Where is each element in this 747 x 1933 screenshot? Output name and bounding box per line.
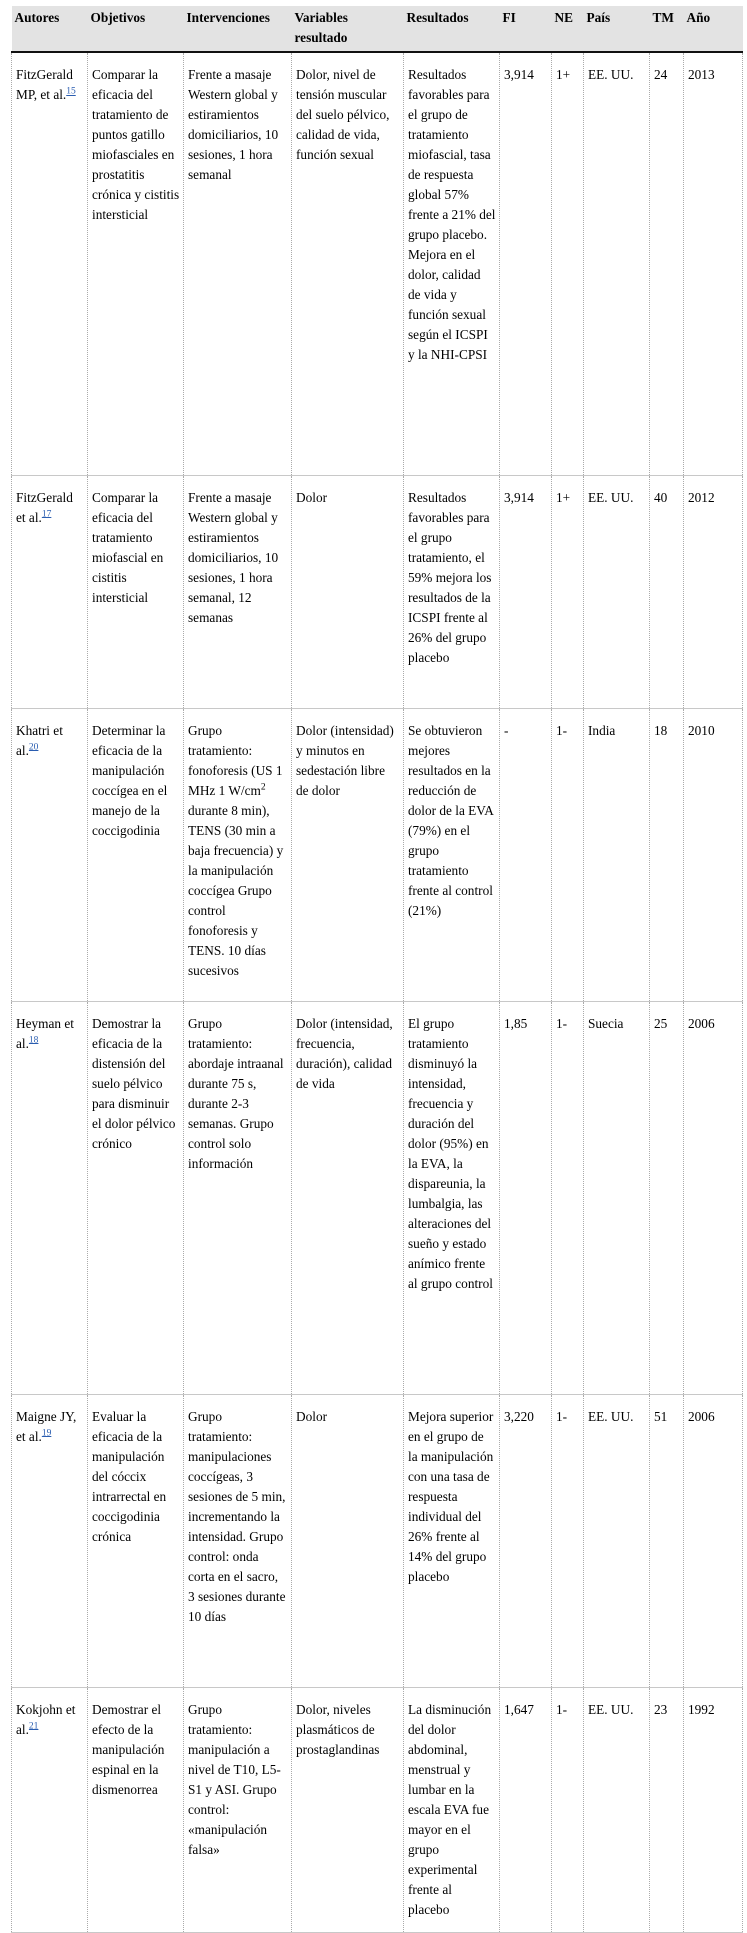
cell-anio: 2006 xyxy=(684,1001,743,1394)
table-row xyxy=(12,1394,743,1687)
reference-link[interactable]: 17 xyxy=(41,509,52,520)
header-row xyxy=(12,6,743,52)
cell-intervenciones: Frente a masaje Western global y estiramientos domiciliarios, 10 sesiones, 1 hora semanal xyxy=(184,52,292,475)
cell-ne: 1+ xyxy=(552,475,584,708)
cell-intervenciones: Frente a masaje Western global y estiramientos domiciliarios, 10 sesiones, 1 hora semanal, 12 semanas xyxy=(184,475,292,708)
cell-variables: Dolor xyxy=(292,1394,404,1687)
cell-anio: 1992 xyxy=(684,1687,743,1932)
cell-variables: Dolor, nivel de tensión muscular del suelo pélvico, calidad de vida, función sexual xyxy=(292,52,404,475)
reference-link[interactable]: 20 xyxy=(28,742,39,753)
cell-resultados: Se obtuvieron mejores resultados en la reducción de dolor de la EVA (79%) en el grupo tratamiento frente al control (21%) xyxy=(404,708,500,1001)
reference-link[interactable]: 18 xyxy=(28,1035,39,1046)
cell-ne: 1- xyxy=(552,1001,584,1394)
cell-resultados: Mejora superior en el grupo de la manipulación con una tasa de respuesta individual del 26% frente al 14% del grupo placebo xyxy=(404,1394,500,1687)
cell-objetivos: Determinar la eficacia de la manipulación coccígea en el manejo de la coccigodinia xyxy=(88,708,184,1001)
cell-intervenciones: Grupo tratamiento: manipulación a nivel de T10, L5-S1 y ASI. Grupo control: «manipulación falsa» xyxy=(184,1687,292,1932)
cell-intervenciones: Grupo tratamiento: manipulaciones coccígeas, 3 sesiones de 5 min, incrementando la intensidad. Grupo control: onda corta en el sacro, 3 sesiones durante 10 días xyxy=(184,1394,292,1687)
cell-resultados: La disminución del dolor abdominal, menstrual y lumbar en la escala EVA fue mayor en el grupo experimental frente al placebo xyxy=(404,1687,500,1932)
header-fi: FI xyxy=(500,6,552,52)
table-row xyxy=(12,1687,743,1932)
cell-autores: Heyman et al.$^{18}$ xyxy=(12,1001,88,1394)
cell-tm: 23 xyxy=(650,1687,684,1932)
cell-variables: Dolor, niveles plasmáticos de prostaglandinas xyxy=(292,1687,404,1932)
cell-resultados: Resultados favorables para el grupo tratamiento, el 59% mejora los resultados de la ICSPI frente al 26% del grupo placebo xyxy=(404,475,500,708)
cell-anio: 2013 xyxy=(684,52,743,475)
cell-anio: 2012 xyxy=(684,475,743,708)
reference-link[interactable]: 19 xyxy=(41,1428,52,1439)
cell-fi: 1,85 xyxy=(500,1001,552,1394)
header-intervenciones: Intervenciones xyxy=(184,6,292,52)
cell-tm: 18 xyxy=(650,708,684,1001)
header-variables: Variables resultado xyxy=(292,6,404,52)
cell-autores: FitzGerald et al.$^{17}$ xyxy=(12,475,88,708)
cell-fi: 3,914 xyxy=(500,475,552,708)
cell-intervenciones: Grupo tratamiento: fonoforesis (US 1 MHz 1 $W/cm^2$ durante 8 min), TENS (30 min a baja frecuencia) y la manipulación coccígea Grupo control fonoforesis y TENS. 10 días sucesivos xyxy=(184,708,292,1001)
header-ne: NE xyxy=(552,6,584,52)
cell-pais: EE. UU. xyxy=(584,1394,650,1687)
cell-ne: 1- xyxy=(552,1687,584,1932)
cell-anio: 2010 xyxy=(684,708,743,1001)
cell-objetivos: Comparar la eficacia del tratamiento miofascial en cistitis intersticial xyxy=(88,475,184,708)
reference-link[interactable]: 21 xyxy=(28,1721,39,1732)
cell-ne: 1+ xyxy=(552,52,584,475)
cell-tm: 24 xyxy=(650,52,684,475)
cell-pais: India xyxy=(584,708,650,1001)
table-row xyxy=(12,475,743,708)
cell-autores: Khatri et al.$^{20}$ xyxy=(12,708,88,1001)
cell-fi: - xyxy=(500,708,552,1001)
header-tm: TM xyxy=(650,6,684,52)
cell-objetivos: Evaluar la eficacia de la manipulación del cóccix intrarrectal en coccigodinia crónica xyxy=(88,1394,184,1687)
cell-pais: Suecia xyxy=(584,1001,650,1394)
header-resultados: Resultados xyxy=(404,6,500,52)
cell-tm: 25 xyxy=(650,1001,684,1394)
header-autores: Autores xyxy=(12,6,88,52)
cell-resultados: Resultados favorables para el grupo de tratamiento miofascial, tasa de respuesta global 57% frente a 21% del grupo placebo. Mejora en el dolor, calidad de vida y función sexual según el ICSPI y la NHI-CPSI xyxy=(404,52,500,475)
cell-fi: 3,220 xyxy=(500,1394,552,1687)
cell-pais: EE. UU. xyxy=(584,52,650,475)
cell-objetivos: Comparar la eficacia del tratamiento de puntos gatillo miofasciales en prostatitis crónica y cistitis intersticial xyxy=(88,52,184,475)
table-row xyxy=(12,708,743,1001)
cell-ne: 1- xyxy=(552,1394,584,1687)
cell-variables: Dolor xyxy=(292,475,404,708)
header-pais: País xyxy=(584,6,650,52)
cell-variables: Dolor (intensidad) y minutos en sedestación libre de dolor xyxy=(292,708,404,1001)
cell-objetivos: Demostrar el efecto de la manipulación espinal en la dismenorrea xyxy=(88,1687,184,1932)
cell-autores: FitzGerald MP, et al.$^{15}$ xyxy=(12,52,88,475)
table-row xyxy=(12,52,743,475)
cell-anio: 2006 xyxy=(684,1394,743,1687)
cell-fi: 3,914 xyxy=(500,52,552,475)
cell-autores: Kokjohn et al.$^{21}$ xyxy=(12,1687,88,1932)
cell-pais: EE. UU. xyxy=(584,1687,650,1932)
header-objetivos: Objetivos xyxy=(88,6,184,52)
studies-table xyxy=(11,6,743,1933)
cell-intervenciones: Grupo tratamiento: abordaje intraanal durante 75 s, durante 2-3 semanas. Grupo control solo información xyxy=(184,1001,292,1394)
cell-variables: Dolor (intensidad, frecuencia, duración), calidad de vida xyxy=(292,1001,404,1394)
cell-resultados: El grupo tratamiento disminuyó la intensidad, frecuencia y duración del dolor (95%) en la EVA, la dispareunia, la lumbalgia, las alteraciones del sueño y estado anímico frente al grupo control xyxy=(404,1001,500,1394)
cell-tm: 40 xyxy=(650,475,684,708)
cell-tm: 51 xyxy=(650,1394,684,1687)
cell-autores: Maigne JY, et al.$^{19}$ xyxy=(12,1394,88,1687)
cell-objetivos: Demostrar la eficacia de la distensión del suelo pélvico para disminuir el dolor pélvico crónico xyxy=(88,1001,184,1394)
cell-fi: 1,647 xyxy=(500,1687,552,1932)
header-anio: Año xyxy=(684,6,743,52)
reference-link[interactable]: 15 xyxy=(66,86,76,97)
table-row xyxy=(12,1001,743,1394)
cell-pais: EE. UU. xyxy=(584,475,650,708)
cell-ne: 1- xyxy=(552,708,584,1001)
